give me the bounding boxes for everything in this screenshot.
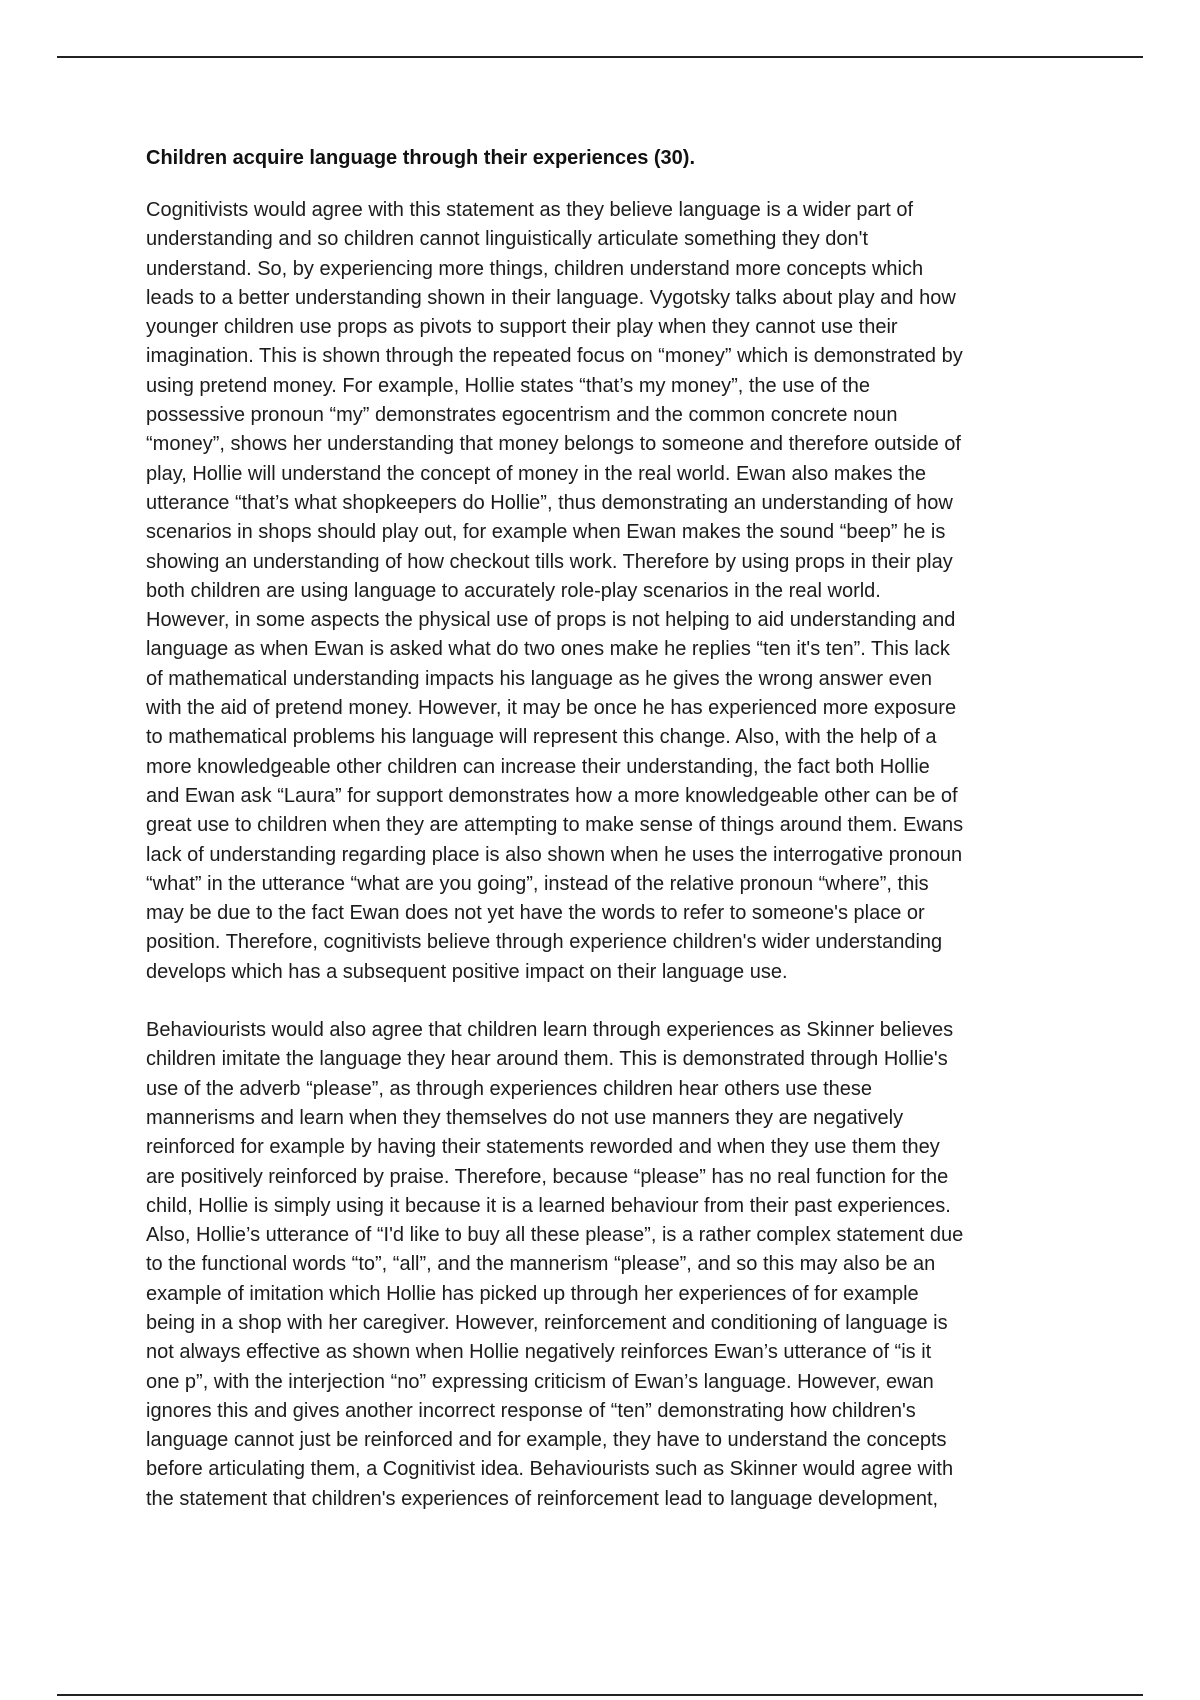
text-line: ignores this and gives another incorrect response of “ten” demonstrating how children's bbox=[146, 1399, 916, 1422]
text-line: However, in some aspects the physical use of props is not helping to aid understanding and bbox=[146, 609, 956, 632]
text-line: more knowledgeable other children can increase their understanding, the fact both Hollie bbox=[146, 755, 930, 778]
text-line: to the functional words “to”, “all”, and the mannerism “please”, and so this may also be an bbox=[146, 1253, 936, 1276]
text-line: lack of understanding regarding place is also shown when he uses the interrogative pronoun bbox=[146, 843, 963, 866]
text-line: using pretend money. For example, Hollie states “that’s my money”, the use of the bbox=[146, 374, 871, 397]
text-line: develops which has a subsequent positive impact on their language use. bbox=[146, 960, 788, 983]
text-line: the statement that children's experiences of reinforcement lead to language development, bbox=[146, 1487, 939, 1510]
paragraph-2 bbox=[146, 1016, 1066, 1514]
text-line: position. Therefore, cognitivists believe through experience children's wider understanding bbox=[146, 931, 943, 954]
text-line: great use to children when they are attempting to make sense of things around them. Ewans bbox=[146, 814, 964, 837]
text-line: with the aid of pretend money. However, it may be once he has experienced more exposure bbox=[146, 697, 957, 720]
text-line: understand. So, by experiencing more things, children understand more concepts which bbox=[146, 257, 924, 280]
text-line: to mathematical problems his language will represent this change. Also, with the help of a bbox=[146, 726, 937, 749]
text-line: may be due to the fact Ewan does not yet have the words to refer to someone's place or bbox=[146, 902, 925, 925]
text-line: showing an understanding of how checkout tills work. Therefore by using props in their play bbox=[146, 550, 953, 573]
text-line: Behaviourists would also agree that children learn through experiences as Skinner believes bbox=[146, 1019, 954, 1042]
text-line: children imitate the language they hear around them. This is demonstrated through Hollie's bbox=[146, 1048, 948, 1071]
bottom-rule bbox=[57, 1694, 1143, 1696]
text-line: child, Hollie is simply using it because it is a learned behaviour from their past experiences. bbox=[146, 1194, 951, 1217]
text-line: not always effective as shown when Hollie negatively reinforces Ewan’s utterance of “is it bbox=[146, 1341, 932, 1364]
text-line: one p”, with the interjection “no” expressing criticism of Ewan’s language. However, ewan bbox=[146, 1370, 934, 1393]
text-line: language cannot just be reinforced and for example, they have to understand the concepts bbox=[146, 1429, 947, 1452]
text-line: language as when Ewan is asked what do two ones make he replies “ten it's ten”. This lack bbox=[146, 638, 950, 661]
text-line: “money”, shows her understanding that money belongs to someone and therefore outside of bbox=[146, 433, 961, 456]
text-line: of mathematical understanding impacts his language as he gives the wrong answer even bbox=[146, 667, 933, 690]
text-line: are positively reinforced by praise. Therefore, because “please” has no real function for the bbox=[146, 1165, 949, 1188]
paragraph-container bbox=[146, 196, 1066, 1514]
essay-title: Children acquire language through their experiences (30). bbox=[146, 147, 696, 169]
text-line: before articulating them, a Cognitivist idea. Behaviourists such as Skinner would agree with bbox=[146, 1458, 954, 1481]
text-line: being in a shop with her caregiver. However, reinforcement and conditioning of language is bbox=[146, 1311, 948, 1334]
text-line: Also, Hollie’s utterance of “I'd like to buy all these please”, is a rather complex statement due bbox=[146, 1224, 964, 1247]
text-line: reinforced for example by having their statements reworded and when they use them they bbox=[146, 1136, 940, 1159]
text-line: and Ewan ask “Laura” for support demonstrates how a more knowledgeable other can be of bbox=[146, 784, 958, 807]
text-line: example of imitation which Hollie has picked up through her experiences of for example bbox=[146, 1282, 919, 1305]
text-line: possessive pronoun “my” demonstrates egocentrism and the common concrete noun bbox=[146, 404, 898, 427]
text-line: mannerisms and learn when they themselves do not use manners they are negatively bbox=[146, 1106, 904, 1129]
text-line: younger children use props as pivots to support their play when they cannot use their bbox=[146, 316, 898, 339]
text-line: Cognitivists would agree with this statement as they believe language is a wider part of bbox=[146, 199, 914, 221]
document-body bbox=[146, 142, 1066, 1543]
top-rule bbox=[57, 56, 1143, 58]
text-line: “what” in the utterance “what are you going”, instead of the relative pronoun “where”, this bbox=[146, 872, 929, 895]
text-line: scenarios in shops should play out, for example when Ewan makes the sound “beep” he is bbox=[146, 521, 946, 544]
paragraph-1 bbox=[146, 196, 1066, 987]
text-line: imagination. This is shown through the repeated focus on “money” which is demonstrated by bbox=[146, 345, 963, 368]
text-line: leads to a better understanding shown in their language. Vygotsky talks about play and how bbox=[146, 286, 956, 309]
text-line: play, Hollie will understand the concept of money in the real world. Ewan also makes the bbox=[146, 462, 927, 485]
text-line: utterance “that’s what shopkeepers do Hollie”, thus demonstrating an understanding of how bbox=[146, 491, 953, 514]
text-line: both children are using language to accurately role-play scenarios in the real world. bbox=[146, 579, 881, 602]
text-line: use of the adverb “please”, as through experiences children hear others use these bbox=[146, 1077, 872, 1100]
text-line: understanding and so children cannot linguistically articulate something they don't bbox=[146, 228, 869, 251]
